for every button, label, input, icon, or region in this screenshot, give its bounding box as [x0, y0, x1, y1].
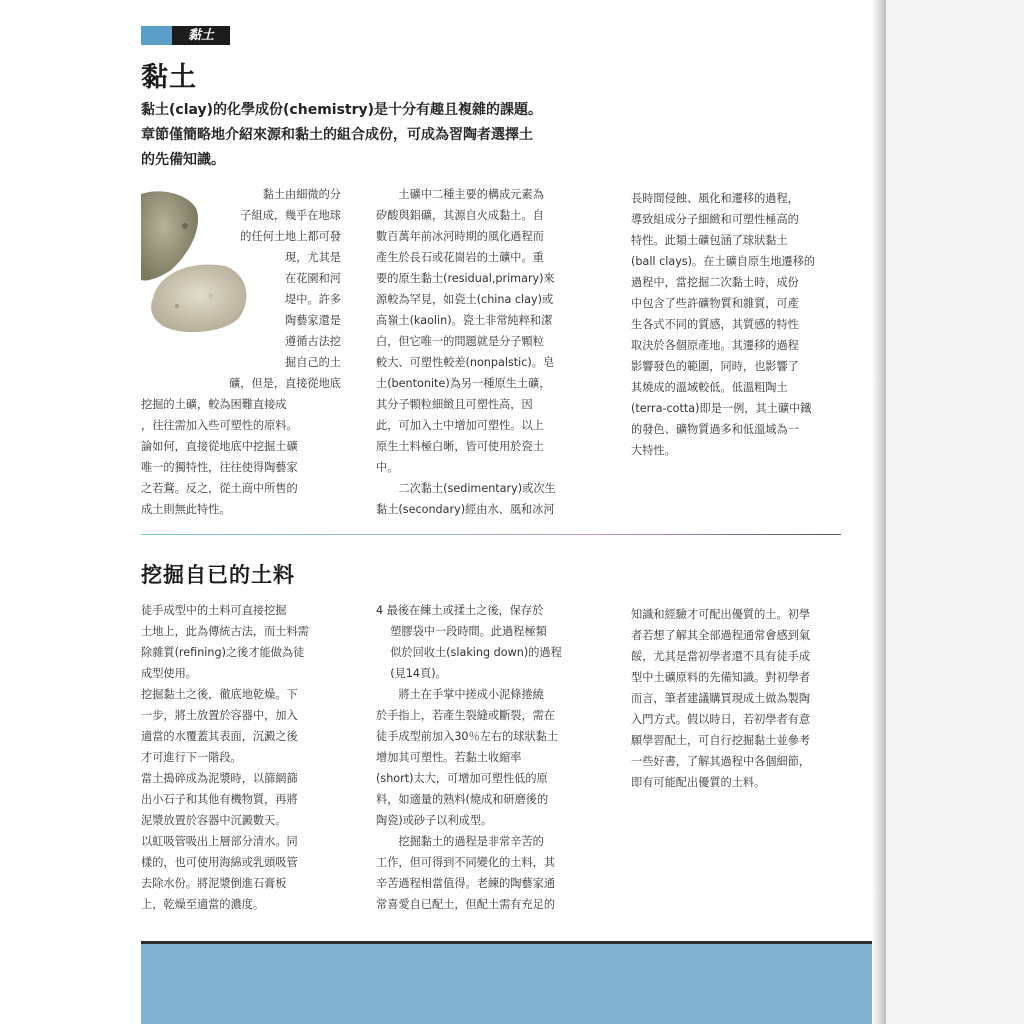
text-line: 土(bentonite)為另一種原生土礦， [376, 377, 551, 390]
text-line: 徒手成型中的土料可直接挖掘 [141, 604, 287, 617]
text-line: 4 最後在練土或揉土之後，保存於 [376, 604, 544, 617]
text-line: 成土則無此特性。 [141, 503, 231, 516]
text-line: 長時間侵蝕、風化和遷移的過程， [631, 192, 799, 205]
text-line: 此，可加入土中增加可塑性。以上 [376, 419, 544, 432]
text-line: 挖掘黏土之後，徹底地乾燥。下 [141, 688, 298, 701]
text-line: 上，乾燥至適當的濃度。 [141, 898, 265, 911]
text-line: 礦，但是，直接從地底 [229, 377, 341, 390]
text-line: 泥漿放置於容器中沉澱數天。 [141, 814, 287, 827]
text-line: 入門方式。假以時日，若初學者有意 [631, 713, 811, 726]
text-line: 於手指上，若產生裂縫或斷裂，需在 [376, 709, 556, 722]
intro-paragraph [141, 98, 601, 173]
text-line: 以虹吸管吸出上層部分清水。同 [141, 835, 298, 848]
text-line: 一步，將土放置於容器中，加入 [141, 709, 298, 722]
text-line: 成型使用。 [141, 667, 197, 680]
text-line: 影響發色的範圍，同時，也影響了 [631, 360, 799, 373]
text-line: 源較為罕見，如瓷土(china clay)或 [376, 293, 554, 306]
text-line: 土礦中二種主要的構成元素為 [398, 188, 544, 201]
text-line: 者若想了解其全部過程通常會感到氣 [631, 629, 811, 642]
text-line: 才可進行下一階段。 [141, 751, 242, 764]
text-line: 辛苦過程相當值得。老練的陶藝家通 [376, 877, 556, 890]
text-line: 增加其可塑性。若黏土收縮率 [376, 751, 522, 764]
text-line: 其分子顆粒細緻且可塑性高，因 [376, 398, 533, 411]
footer-band [141, 944, 878, 1024]
text-line: 較大、可塑性較差(nonpalstic)。皂 [376, 356, 555, 369]
section2-title: 挖掘自已的土料 [141, 563, 295, 587]
text-line: 似於回收土(slaking down)的過程 [376, 646, 562, 659]
intro-line: 黏土(clay)的化學成份(chemistry)是十分有趣且複雜的課題。 [141, 102, 543, 118]
chapter-tab-label: 黏土 [172, 26, 230, 45]
text-line: 其燒成的溫域較低。低溫粗陶土 [631, 381, 788, 394]
text-line: 黏土(secondary)經由水、風和冰河 [376, 503, 555, 516]
page-title: 黏土 [141, 62, 197, 93]
text-line: 原生土料極白晰，皆可使用於瓷土 [376, 440, 544, 453]
text-line: 而言，筆者建議購買現成土做為製陶 [631, 692, 811, 705]
text-line: 除雜質(refining)之後才能做為徒 [141, 646, 305, 659]
text-line: 堤中。許多 [285, 293, 341, 306]
text-line: 過程中，當挖掘二次黏土時，成份 [631, 276, 799, 289]
text-line: 數百萬年前冰河時期的風化過程而 [376, 230, 544, 243]
text-line: 的任何土地上都可發 [240, 230, 341, 243]
text-line: 陶瓷)或砂子以利成型。 [376, 814, 493, 827]
intro-line: 的先備知識。 [141, 152, 225, 168]
section2-column3 [631, 604, 845, 793]
text-line: 中。 [376, 461, 399, 474]
text-line: 要的原生黏土(residual,primary)來 [376, 272, 555, 285]
text-line: 一些好書，了解其過程中各個細節， [631, 755, 811, 768]
text-line: 黏土由細微的分 [262, 188, 341, 201]
section1-column1 [141, 184, 341, 520]
text-line: 陶藝家還是 [285, 314, 341, 327]
chapter-tab-accent [141, 26, 172, 45]
text-line: 徒手成型前加入30％左右的球狀黏土 [376, 730, 559, 743]
text-line: 論如何，直接從地底中挖掘土礦 [141, 440, 298, 453]
text-line: 常喜愛自已配土，但配土需有充足的 [376, 898, 556, 911]
text-line: 願學習配土，可自行挖掘黏土並參考 [631, 734, 811, 747]
text-line: 當土搗碎成為泥漿時，以篩網篩 [141, 772, 298, 785]
text-line: 白，但它唯一的問題就是分子顆粒 [376, 335, 544, 348]
text-line: ，往往需加入些可塑性的原料。 [141, 419, 298, 432]
text-line: 型中土礦原料的先備知識。對初學者 [631, 671, 811, 684]
text-line: 矽酸與鋁礦，其源自火成黏土。自 [376, 209, 544, 222]
text-line: (見14頁)。 [376, 667, 447, 680]
section-divider [141, 534, 841, 535]
chapter-tab [141, 26, 230, 45]
text-line: 工作，但可得到不同變化的土料，其 [376, 856, 556, 869]
text-line: 出小石子和其他有機物質，再將 [141, 793, 298, 806]
section2-column1 [141, 600, 341, 915]
text-line: 將土在手掌中搓成小泥條捲繞 [398, 688, 544, 701]
page-gutter-shadow [872, 0, 886, 1024]
text-line: 知識和經驗才可配出優質的土。初學 [631, 608, 811, 621]
text-line: 現，尤其是 [285, 251, 341, 264]
text-line: 生各式不同的質感，其質感的特性 [631, 318, 799, 331]
section1-column2 [376, 184, 590, 520]
text-line: 之若鶩。反之，從土商中所售的 [141, 482, 298, 495]
text-line: 大特性。 [631, 444, 676, 457]
text-line: (ball clays)。在土礦自原生地遷移的 [631, 255, 816, 268]
text-line: (short)太大，可增加可塑性低的原 [376, 772, 548, 785]
text-line: 即有可能配出優質的土料。 [631, 776, 766, 789]
text-line: 二次黏土(sedimentary)或次生 [398, 482, 556, 495]
section2-column2 [376, 600, 590, 915]
text-line: 在花園和河 [285, 272, 341, 285]
text-line: 餒，尤其是當初學者還不具有徒手成 [631, 650, 811, 663]
text-line: 高嶺土(kaolin)。瓷土非常純粹和潔 [376, 314, 553, 327]
section1-column3 [631, 188, 845, 461]
text-line: 導致組成分子細緻和可塑性極高的 [631, 213, 799, 226]
text-line: 遵循古法挖 [285, 335, 341, 348]
text-line: 挖掘黏土的過程是非常辛苦的 [398, 835, 544, 848]
text-line: 唯一的獨特性，往往使得陶藝家 [141, 461, 298, 474]
text-line: 特性。此類土礦包涵了球狀黏土 [631, 234, 788, 247]
text-line: 塑膠袋中一段時間。此過程極類 [376, 625, 547, 638]
text-line: 產生於長石或花崗岩的土礦中。重 [376, 251, 544, 264]
text-line: 樣的，也可使用海綿或乳頭吸管 [141, 856, 298, 869]
text-line: 中包含了些許礦物質和雜質，可產 [631, 297, 799, 310]
page-edge [886, 0, 1024, 1024]
text-line: 取決於各個原產地。其遷移的過程 [631, 339, 799, 352]
text-line: 土地上，此為傳統古法，而土料需 [141, 625, 309, 638]
text-line: 子組成，幾乎在地球 [240, 209, 341, 222]
intro-line: 章節僅簡略地介紹來源和黏土的組合成份，可成為習陶者選擇土 [141, 127, 533, 143]
text-line: 的發色、礦物質過多和低溫域為一 [631, 423, 799, 436]
text-line: 料，如適量的熟料(燒成和研磨後的 [376, 793, 549, 806]
text-line: 掘自己的土 [285, 356, 341, 369]
text-line: 適當的水覆蓋其表面，沉澱之後 [141, 730, 298, 743]
text-line: 挖掘的土礦，較為困難直接成 [141, 398, 287, 411]
text-line: (terra-cotta)即是一例，其土礦中鐵 [631, 402, 812, 415]
text-line: 去除水份。將泥漿倒進石膏板 [141, 877, 287, 890]
